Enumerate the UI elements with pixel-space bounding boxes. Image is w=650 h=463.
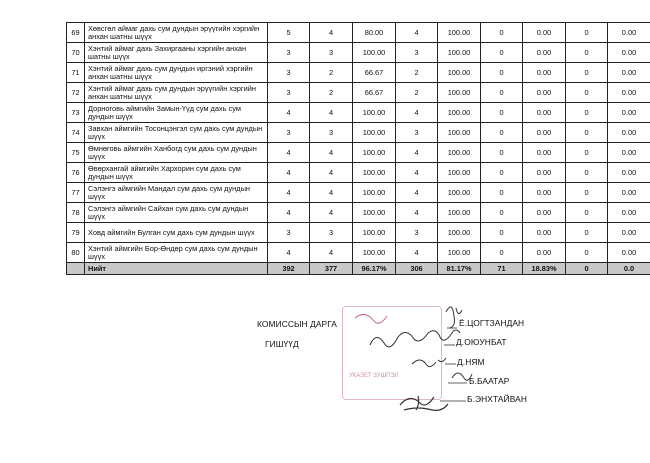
row-number: 70: [67, 43, 85, 63]
total-c8: 0: [566, 263, 608, 275]
cell-c3: 100.00: [353, 163, 396, 183]
cell-c4: 4: [396, 163, 438, 183]
court-name: Ховд аймгийн Булган сум дахь сум дундын шүүх: [85, 223, 268, 243]
cell-c3: 100.00: [353, 243, 396, 263]
cell-c4: 4: [396, 103, 438, 123]
cell-c8: 0: [566, 163, 608, 183]
signer-member-4: Б.ЭНХТАЙВАН: [467, 394, 527, 404]
cell-c7: 0.00: [523, 143, 566, 163]
cell-c9: 0.00: [608, 143, 650, 163]
cell-c8: 0: [566, 143, 608, 163]
cell-c5: 100.00: [438, 163, 481, 183]
cell-c8: 0: [566, 83, 608, 103]
cell-c3: 100.00: [353, 183, 396, 203]
row-number: 76: [67, 163, 85, 183]
court-name: Хэнтий аймаг дахь сум дундын эрүүгийн хэргийн анхан шатны шүүх: [85, 83, 268, 103]
total-c6: 71: [481, 263, 523, 275]
stamp-text: УКАЗЕТ ЗУШПЭЛ: [349, 373, 399, 379]
court-name: Дорноговь аймгийн Замын-Үүд сум дахь сум дундын шүүх: [85, 103, 268, 123]
cell-c4: 3: [396, 43, 438, 63]
cell-c1: 4: [268, 183, 310, 203]
signer-member-3: Б.БААТАР: [469, 376, 510, 386]
signer-chair: Ё.ЦОГТЗАНДАН: [459, 318, 525, 328]
cell-c1: 3: [268, 223, 310, 243]
cell-c5: 100.00: [438, 43, 481, 63]
cell-c4: 3: [396, 123, 438, 143]
total-c9: 0.0: [608, 263, 650, 275]
total-c2: 377: [310, 263, 353, 275]
cell-c1: 3: [268, 63, 310, 83]
cell-c3: 66.67: [353, 63, 396, 83]
court-name: Өмнөговь аймгийн Ханбогд сум дахь сум дундын шүүх: [85, 143, 268, 163]
total-c4: 306: [396, 263, 438, 275]
row-number: 71: [67, 63, 85, 83]
cell-c7: 0.00: [523, 23, 566, 43]
cell-c1: 3: [268, 43, 310, 63]
cell-c5: 100.00: [438, 243, 481, 263]
cell-c6: 0: [481, 23, 523, 43]
row-number: 72: [67, 83, 85, 103]
cell-c1: 5: [268, 23, 310, 43]
cell-c3: 100.00: [353, 123, 396, 143]
cell-c4: 4: [396, 203, 438, 223]
court-name: Завхан аймгийн Тосонцэнгэл сум дахь сум дундын шүүх: [85, 123, 268, 143]
cell-c9: 0.00: [608, 43, 650, 63]
row-number: 79: [67, 223, 85, 243]
cell-c1: 3: [268, 123, 310, 143]
cell-c5: 100.00: [438, 23, 481, 43]
role-members: ГИШҮҮД: [265, 339, 299, 349]
cell-c6: 0: [481, 243, 523, 263]
cell-c8: 0: [566, 103, 608, 123]
cell-c2: 4: [310, 143, 353, 163]
cell-c2: 3: [310, 123, 353, 143]
cell-c7: 0.00: [523, 163, 566, 183]
cell-c9: 0.00: [608, 163, 650, 183]
court-name: Хөвсгөл аймаг дахь сум дундын эрүүгийн хэргийн анхан шатны шүүх: [85, 23, 268, 43]
cell-c5: 100.00: [438, 103, 481, 123]
cell-c3: 66.67: [353, 83, 396, 103]
cell-c5: 100.00: [438, 123, 481, 143]
cell-c2: 4: [310, 103, 353, 123]
cell-c6: 0: [481, 203, 523, 223]
cell-c7: 0.00: [523, 183, 566, 203]
total-c7: 18.83%: [523, 263, 566, 275]
court-name: Сэлэнгэ аймгийн Сайхан сум дахь сум дундын шүүх: [85, 203, 268, 223]
row-number: 77: [67, 183, 85, 203]
cell-c9: 0.00: [608, 243, 650, 263]
total-c3: 96.17%: [353, 263, 396, 275]
cell-c3: 80.00: [353, 23, 396, 43]
row-number: 74: [67, 123, 85, 143]
court-name: Хэнтий аймгийн Бор-Өндөр сум дахь сум дундын шүүх: [85, 243, 268, 263]
cell-c6: 0: [481, 163, 523, 183]
cell-c6: 0: [481, 223, 523, 243]
cell-c4: 2: [396, 83, 438, 103]
cell-c5: 100.00: [438, 183, 481, 203]
cell-c2: 4: [310, 183, 353, 203]
cell-c9: 0.00: [608, 23, 650, 43]
cell-c8: 0: [566, 183, 608, 203]
cell-c2: 4: [310, 203, 353, 223]
cell-c5: 100.00: [438, 203, 481, 223]
court-name: Өвөрхангай аймгийн Хархорин сум дахь сум дундын шүүх: [85, 163, 268, 183]
cell-c4: 4: [396, 143, 438, 163]
cell-c5: 100.00: [438, 143, 481, 163]
cell-c3: 100.00: [353, 203, 396, 223]
cell-c8: 0: [566, 123, 608, 143]
court-name: Сэлэнгэ аймгийн Мандал сум дахь сум дундын шүүх: [85, 183, 268, 203]
signer-member-2: Д.НЯМ: [457, 357, 485, 367]
row-number: 80: [67, 243, 85, 263]
cell-c7: 0.00: [523, 203, 566, 223]
cell-c6: 0: [481, 83, 523, 103]
cell-c2: 3: [310, 223, 353, 243]
cell-c9: 0.00: [608, 183, 650, 203]
cell-c7: 0.00: [523, 103, 566, 123]
cell-c7: 0.00: [523, 63, 566, 83]
row-number: 73: [67, 103, 85, 123]
cell-c8: 0: [566, 243, 608, 263]
cell-c6: 0: [481, 183, 523, 203]
court-name: Хэнтий аймаг дахь Захиргааны хэргийн анхан шатны шүүх: [85, 43, 268, 63]
cell-c4: 4: [396, 23, 438, 43]
court-name: Хэнтий аймаг дахь сум дундын иргэний хэргийн анхан шатны шүүх: [85, 63, 268, 83]
cell-c3: 100.00: [353, 103, 396, 123]
cell-c1: 4: [268, 243, 310, 263]
cell-c6: 0: [481, 143, 523, 163]
cell-c9: 0.00: [608, 83, 650, 103]
cell-c9: 0.00: [608, 123, 650, 143]
cell-c7: 0.00: [523, 123, 566, 143]
cell-c5: 100.00: [438, 83, 481, 103]
cell-c3: 100.00: [353, 143, 396, 163]
cell-c2: 4: [310, 243, 353, 263]
cell-c9: 0.00: [608, 223, 650, 243]
cell-c2: 4: [310, 163, 353, 183]
role-chair: КОМИССЫН ДАРГА: [257, 319, 337, 329]
cell-c7: 0.00: [523, 43, 566, 63]
cell-c9: 0.00: [608, 63, 650, 83]
cell-c6: 0: [481, 43, 523, 63]
cell-c6: 0: [481, 63, 523, 83]
cell-c7: 0.00: [523, 83, 566, 103]
cell-c5: 100.00: [438, 223, 481, 243]
cell-c6: 0: [481, 123, 523, 143]
cell-c2: 3: [310, 43, 353, 63]
cell-c8: 0: [566, 223, 608, 243]
cell-c2: 2: [310, 63, 353, 83]
cell-c1: 4: [268, 203, 310, 223]
cell-c9: 0.00: [608, 203, 650, 223]
cell-c5: 100.00: [438, 63, 481, 83]
cell-c8: 0: [566, 63, 608, 83]
cell-c4: 4: [396, 243, 438, 263]
total-label: Нийт: [85, 263, 268, 275]
row-number: 69: [67, 23, 85, 43]
cell-c7: 0.00: [523, 243, 566, 263]
cell-c7: 0.00: [523, 223, 566, 243]
cell-c1: 4: [268, 143, 310, 163]
row-number: 78: [67, 203, 85, 223]
row-number: 75: [67, 143, 85, 163]
cell-c8: 0: [566, 23, 608, 43]
cell-c8: 0: [566, 203, 608, 223]
cell-c8: 0: [566, 43, 608, 63]
cell-c1: 3: [268, 83, 310, 103]
cell-c1: 4: [268, 163, 310, 183]
signer-member-1: Д.ОЮУНБАТ: [456, 337, 507, 347]
cell-c4: 3: [396, 223, 438, 243]
cell-c2: 2: [310, 83, 353, 103]
total-c1: 392: [268, 263, 310, 275]
cell-c1: 4: [268, 103, 310, 123]
cell-c2: 4: [310, 23, 353, 43]
cell-c3: 100.00: [353, 43, 396, 63]
cell-c3: 100.00: [353, 223, 396, 243]
cell-c4: 4: [396, 183, 438, 203]
cell-c9: 0.00: [608, 103, 650, 123]
cell-c4: 2: [396, 63, 438, 83]
cell-c6: 0: [481, 103, 523, 123]
total-c5: 81.17%: [438, 263, 481, 275]
